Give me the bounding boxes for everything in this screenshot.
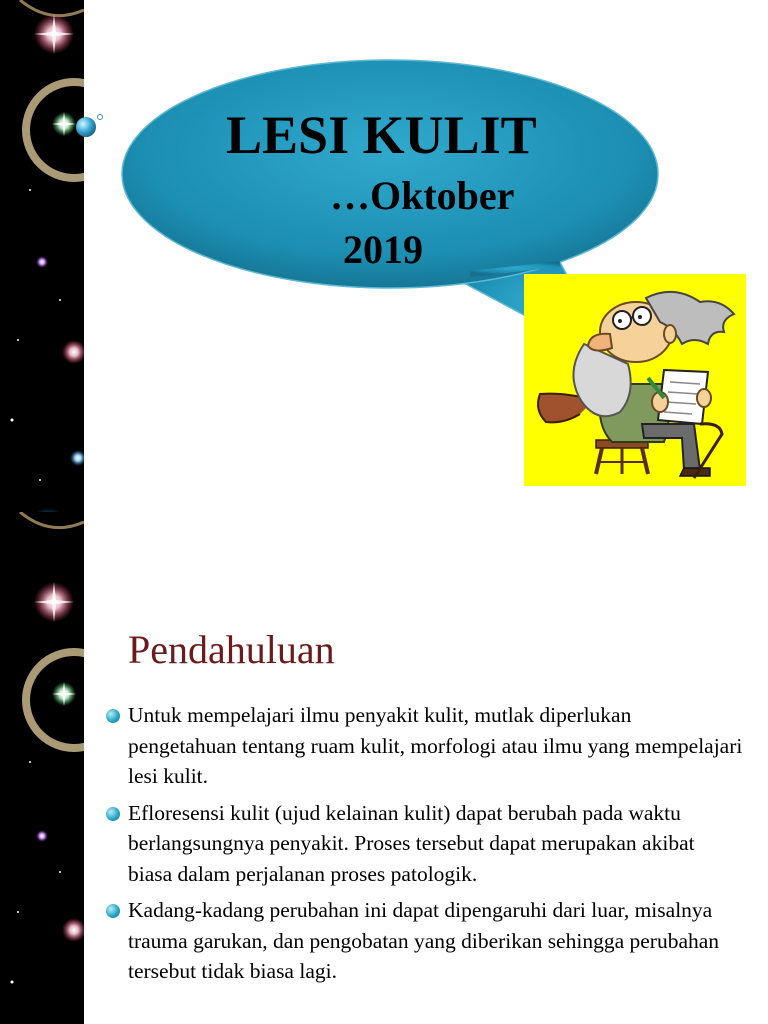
slide-heading: Pendahuluan [128, 627, 335, 672]
bullet-icon [106, 807, 120, 821]
bullet-list [104, 700, 744, 993]
content-slide [0, 512, 768, 1024]
star-icon [34, 582, 74, 622]
bullet-text: Efloresensi kulit (ujud kelainan kulit) dapat berubah pada waktu berlangsungnya penyakit. Proses tersebut dapat merupakan akibat biasa dalam perjalanan proses patologik. [128, 800, 695, 886]
bullet-icon [106, 709, 120, 723]
list-item [104, 700, 744, 792]
slide-subtitle: …Oktober [330, 173, 515, 218]
sphere-icon [76, 115, 103, 138]
list-item [104, 798, 744, 890]
star-strip-decoration [0, 512, 84, 1024]
slide-year: 2019 [343, 227, 423, 272]
star-icon [52, 682, 76, 706]
bullet-icon [106, 904, 120, 918]
list-item [104, 895, 744, 987]
star-icon [36, 830, 48, 842]
bullet-text: Kadang-kadang perubahan ini dapat dipengaruhi dari luar, misalnya trauma garukan, dan pengobatan yang diberikan sehingga perubahan tersebut tidak biasa lagi. [128, 898, 720, 983]
slide-title: LESI KULIT [226, 105, 537, 165]
professor-cartoon-image [524, 274, 746, 486]
bullet-text: Untuk mempelajari ilmu penyakit kulit, mutlak diperlukan pengetahuan tentang ruam kulit, morfologi atau ilmu yang mempelajari lesi kulit. [128, 703, 743, 788]
